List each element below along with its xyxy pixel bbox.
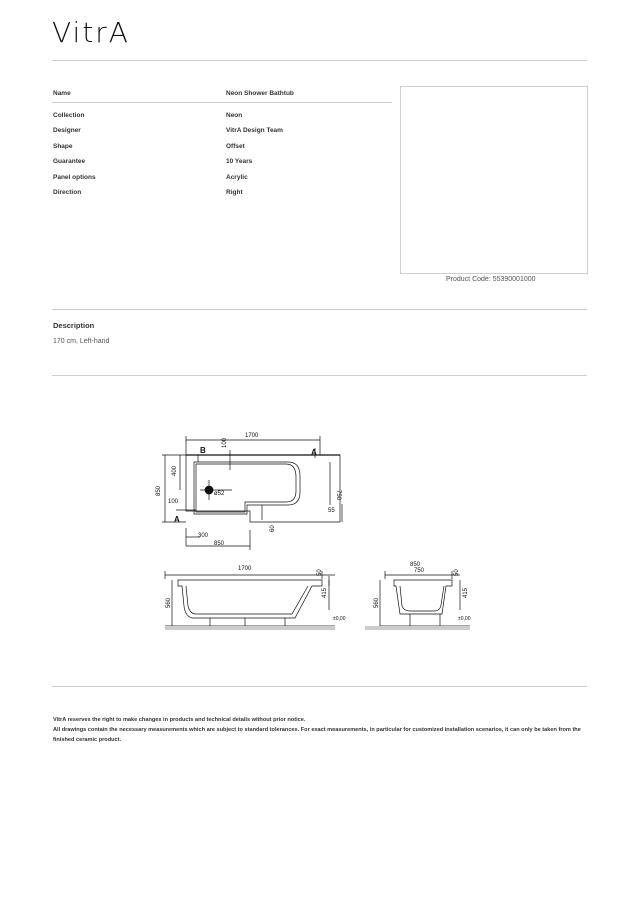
spec-value-collection: Neon — [226, 112, 243, 119]
product-code: Product Code: 55390001000 — [446, 276, 536, 283]
spec-value-shape: Offset — [226, 143, 245, 150]
spec-value-guarantee: 10 Years — [226, 158, 253, 165]
dim-end-level: ±0,00 — [458, 616, 471, 622]
dim-plan-100-top: 100 — [222, 437, 228, 448]
spec-label-guarantee: Guarantee — [53, 158, 86, 165]
section-label-a-left: A — [174, 515, 180, 524]
footer-disclaimer-2: All drawings contain the necessary measurements which are subject to standard tolerances. For exact measurements, in particular for customized installation scenarios, it can only be taken from the finished ceramic product. — [53, 727, 581, 743]
dim-side-415: 415 — [322, 587, 328, 598]
spec-value-panel: Acrylic — [226, 174, 248, 181]
brand-logo: VitrA — [52, 16, 130, 49]
section-label-b: B — [200, 446, 206, 455]
spec-label-designer: Designer — [53, 127, 81, 134]
dim-side-560: 560 — [166, 597, 172, 608]
dim-plan-60: 60 — [270, 525, 276, 532]
dim-side-50: 50 — [317, 569, 323, 576]
spec-value-designer: VitrA Design Team — [226, 127, 283, 134]
dim-plan-1700: 1700 — [245, 433, 259, 439]
description-heading: Description — [53, 321, 95, 330]
dim-plan-400: 400 — [172, 465, 178, 476]
divider — [52, 686, 587, 687]
dim-end-50: 50 — [454, 569, 460, 576]
dim-plan-850-left: 850 — [156, 485, 162, 496]
dim-end-560: 560 — [374, 597, 380, 608]
dim-end-850: 850 — [410, 562, 421, 568]
spec-value-direction: Right — [226, 189, 243, 196]
dim-side-1700: 1700 — [238, 566, 252, 572]
dim-end-750: 750 — [414, 568, 425, 574]
section-label-a-top: A — [311, 448, 317, 457]
dim-plan-drain: ø52 — [214, 491, 225, 497]
spec-label-name: Name — [53, 90, 71, 97]
spec-value-name: Neon Shower Bathtub — [226, 90, 294, 97]
spec-label-direction: Direction — [53, 189, 82, 196]
description-text: 170 cm, Left-hand — [53, 338, 110, 345]
dim-side-level: ±0,00 — [333, 616, 346, 622]
dim-end-415: 415 — [463, 587, 469, 598]
footer-disclaimer-1: VitrA reserves the right to make changes in products and technical details without prior notice. — [53, 717, 306, 723]
spec-label-shape: Shape — [53, 143, 73, 150]
dim-plan-850-bottom: 850 — [214, 541, 225, 547]
spec-label-collection: Collection — [53, 112, 85, 119]
dim-plan-300: 300 — [198, 533, 209, 539]
spec-label-panel: Panel options — [53, 174, 96, 181]
dim-plan-55: 55 — [328, 508, 335, 514]
dim-plan-100-left: 100 — [168, 499, 179, 505]
dim-plan-750: 750 — [335, 490, 341, 501]
